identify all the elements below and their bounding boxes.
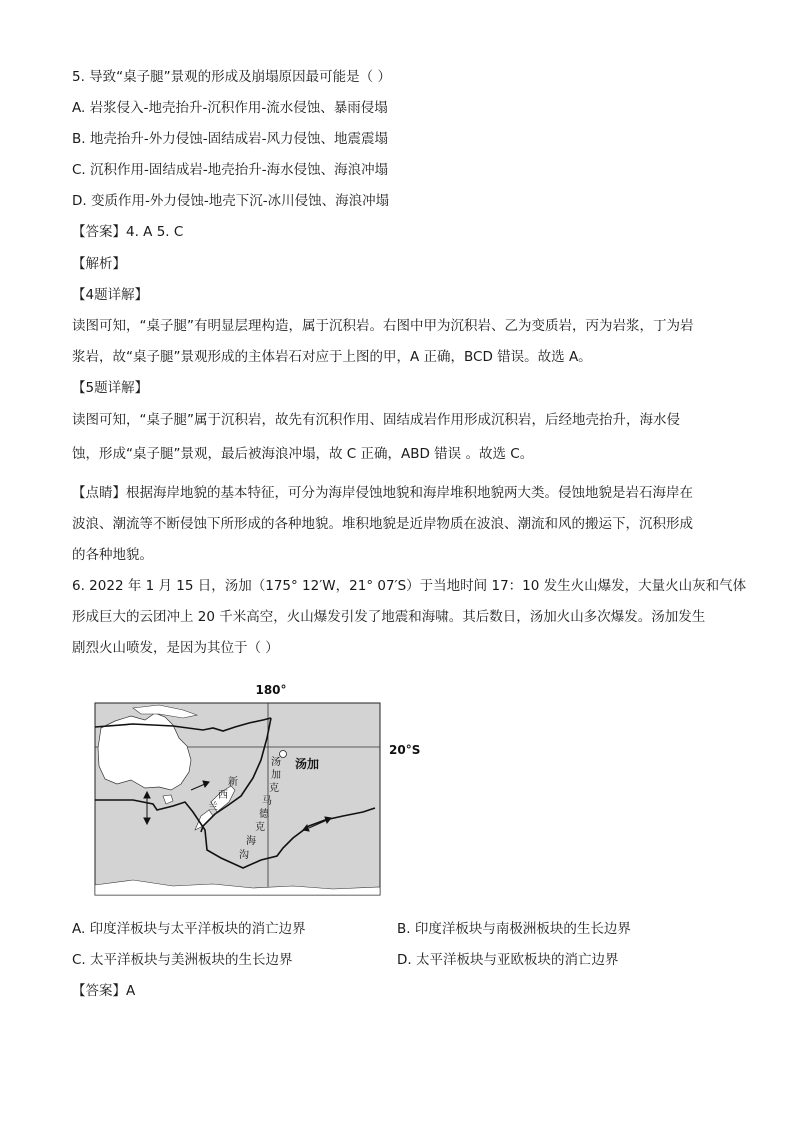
q5-stem: 5. 导致“桌子腿”景观的形成及崩塌原因最可能是（ ） — [72, 69, 391, 85]
q6-line-3: 剧烈火山喷发，是因为其位于（ ） — [72, 640, 279, 656]
map-longitude-label: 180° — [255, 683, 287, 697]
answer-6-text: A — [126, 983, 136, 999]
detail-5-line-1: 读图可知，“桌子腿”属于沉积岩，故先有沉积作用、固结成岩作用形成沉积岩，后经地壳抬升，海水侵 — [72, 412, 680, 428]
answer-4-5 — [72, 222, 183, 242]
plate-boundary-map — [93, 680, 433, 900]
trench-char-1: 汤 — [271, 757, 281, 768]
trench-char-2: 加 — [271, 770, 281, 781]
q6-line-1: 6. 2022 年 1 月 15 日，汤加（175° 12′W，21° 07′S）于当地时间 17：10 发生火山爆发，大量火山灰和气体 — [72, 578, 747, 594]
new-zealand-char-2: 西 — [218, 790, 228, 801]
answer-6-tag: 【答案】 — [72, 983, 126, 999]
tip-line-3: 的各种地貌。 — [72, 547, 153, 563]
new-zealand-char-1: 新 — [228, 777, 238, 788]
tip-line-2: 波浪、潮流等不断侵蚀下所形成的各种地貌。堆积地貌是近岸物质在波浪、潮流和风的搬运下，沉积形成 — [72, 516, 693, 532]
map-latitude-label: 20°S — [389, 743, 421, 757]
q5-option-b: B. 地壳抬升-外力侵蚀-固结成岩-风力侵蚀、地震震塌 — [72, 131, 388, 147]
detail-5-tag: 【5题详解】 — [72, 380, 149, 396]
tip-tag: 【点睛】 — [72, 485, 126, 501]
detail-4-tag: 【4题详解】 — [72, 287, 149, 303]
trench-char-4: 马 — [262, 796, 272, 807]
answer-tag: 【答案】 — [72, 224, 126, 240]
q6-line-2: 形成巨大的云团冲上 20 千米高空，火山爆发引发了地震和海啸。其后数日，汤加火山多次爆发。汤加发生 — [72, 609, 706, 625]
answer-text: 4. A 5. C — [126, 224, 184, 240]
tip-line-1 — [72, 483, 693, 503]
q6-option-a: A. 印度洋板块与太平洋板块的消亡边界 — [72, 921, 306, 937]
detail-5-line-2: 蚀，形成“桌子腿”景观，最后被海浪冲塌，故 C 正确，ABD 错误 。故选 C。 — [72, 446, 534, 462]
q6-option-d: D. 太平洋板块与亚欧板块的消亡边界 — [397, 952, 619, 968]
tip-text-1: 根据海岸地貌的基本特征，可分为海岸侵蚀地貌和海岸堆积地貌两大类。侵蚀地貌是岩石海岸在 — [126, 485, 693, 501]
tonga-label: 汤加 — [295, 757, 320, 771]
trench-char-8: 沟 — [239, 850, 249, 861]
analysis-tag: 【解析】 — [72, 256, 126, 272]
trench-char-3: 克 — [269, 783, 279, 794]
q6-option-b: B. 印度洋板块与南极洲板块的生长边界 — [397, 921, 631, 937]
q6-option-c: C. 太平洋板块与美洲板块的生长边界 — [72, 952, 293, 968]
detail-4-line-1: 读图可知，“桌子腿”有明显层理构造，属于沉积岩。右图中甲为沉积岩、乙为变质岩，丙为岩浆，丁为岩 — [72, 318, 694, 334]
answer-6 — [72, 981, 135, 1001]
q5-option-a: A. 岩浆侵入-地壳抬升-沉积作用-流水侵蚀、暴雨侵塌 — [72, 100, 388, 116]
trench-char-5: 德 — [259, 809, 269, 820]
trench-char-7: 海 — [246, 836, 256, 847]
detail-4-line-2: 浆岩，故“桌子腿”景观形成的主体岩石对应于上图的甲，A 正确，BCD 错误。故选 A。 — [72, 349, 592, 365]
new-zealand-char-3: 兰 — [208, 802, 218, 813]
q5-option-d: D. 变质作用-外力侵蚀-地壳下沉-冰川侵蚀、海浪冲塌 — [72, 193, 390, 209]
trench-char-6: 克 — [255, 822, 265, 833]
q5-option-c: C. 沉积作用-固结成岩-地壳抬升-海水侵蚀、海浪冲塌 — [72, 162, 389, 178]
